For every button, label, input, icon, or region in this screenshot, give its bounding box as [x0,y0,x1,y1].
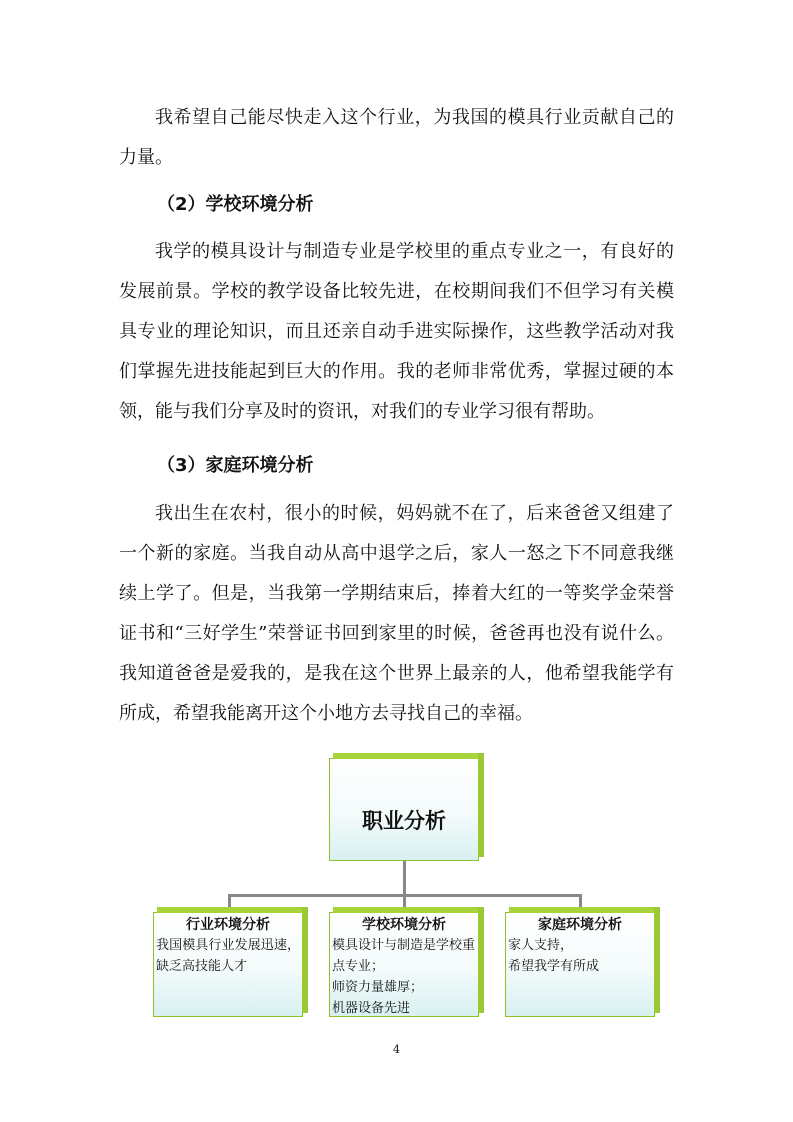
diagram-box-text: 师资力量雄厚； [332,980,424,995]
diagram-root-box [329,758,479,861]
diagram-box-text: 家人支持， [508,938,574,953]
diagram-box-school [329,912,479,1017]
paragraph-family-environment: 我出生在农村，很小的时候，妈妈就不在了，后来爸爸又组建了一个新的家庭。当我自动从高中退学之后，家人一怒之下不同意我继续上学了。但是，当我第一学期结束后，捧着大红的一等奖学金荣誉证书和“三好学生”荣誉证书回到家里的时候，爸爸再也没有说什么。我知道爸爸是爱我的，是我在这个世界上最亲的人，他希望我能学有所成，希望我能离开这个小地方去寻找自己的幸福。 [119,503,674,724]
paragraph-industry-conclusion: 我希望自己能尽快走入这个行业，为我国的模具行业贡献自己的力量。 [119,107,674,168]
diagram-root-title: 职业分析 [362,809,446,833]
connector-vertical-root [403,861,406,895]
diagram-box-family [505,912,655,1017]
diagram-box-text: 模具设计与制造是学校重点专业； [332,938,476,974]
diagram-box-industry [153,912,303,1017]
diagram-box-title: 学校环境分析 [362,917,446,933]
diagram-box-text: 希望我学有所成 [508,959,600,974]
heading-family-environment: （3）家庭环境分析 [157,455,314,476]
page-number: 4 [393,1043,400,1056]
diagram-box-title: 行业环境分析 [186,917,270,933]
diagram-box-title: 家庭环境分析 [538,917,622,933]
diagram-box-text: 机器设备先进 [332,1001,411,1016]
heading-school-environment: （2）学校环境分析 [157,194,314,215]
diagram-box-text: 我国模具行业发展迅速，缺乏高技能人才 [156,938,300,974]
paragraph-school-environment: 我学的模具设计与制造专业是学校里的重点专业之一，有良好的发展前景。学校的教学设备比较先进，在校期间我们不但学习有关模具专业的理论知识，而且还亲自动手进实际操作，这些教学活动对我们掌握先进技能起到巨大的作用。我的老师非常优秀，掌握过硬的本领，能与我们分享及时的资讯，对我们的专业学习很有帮助。 [119,241,674,422]
